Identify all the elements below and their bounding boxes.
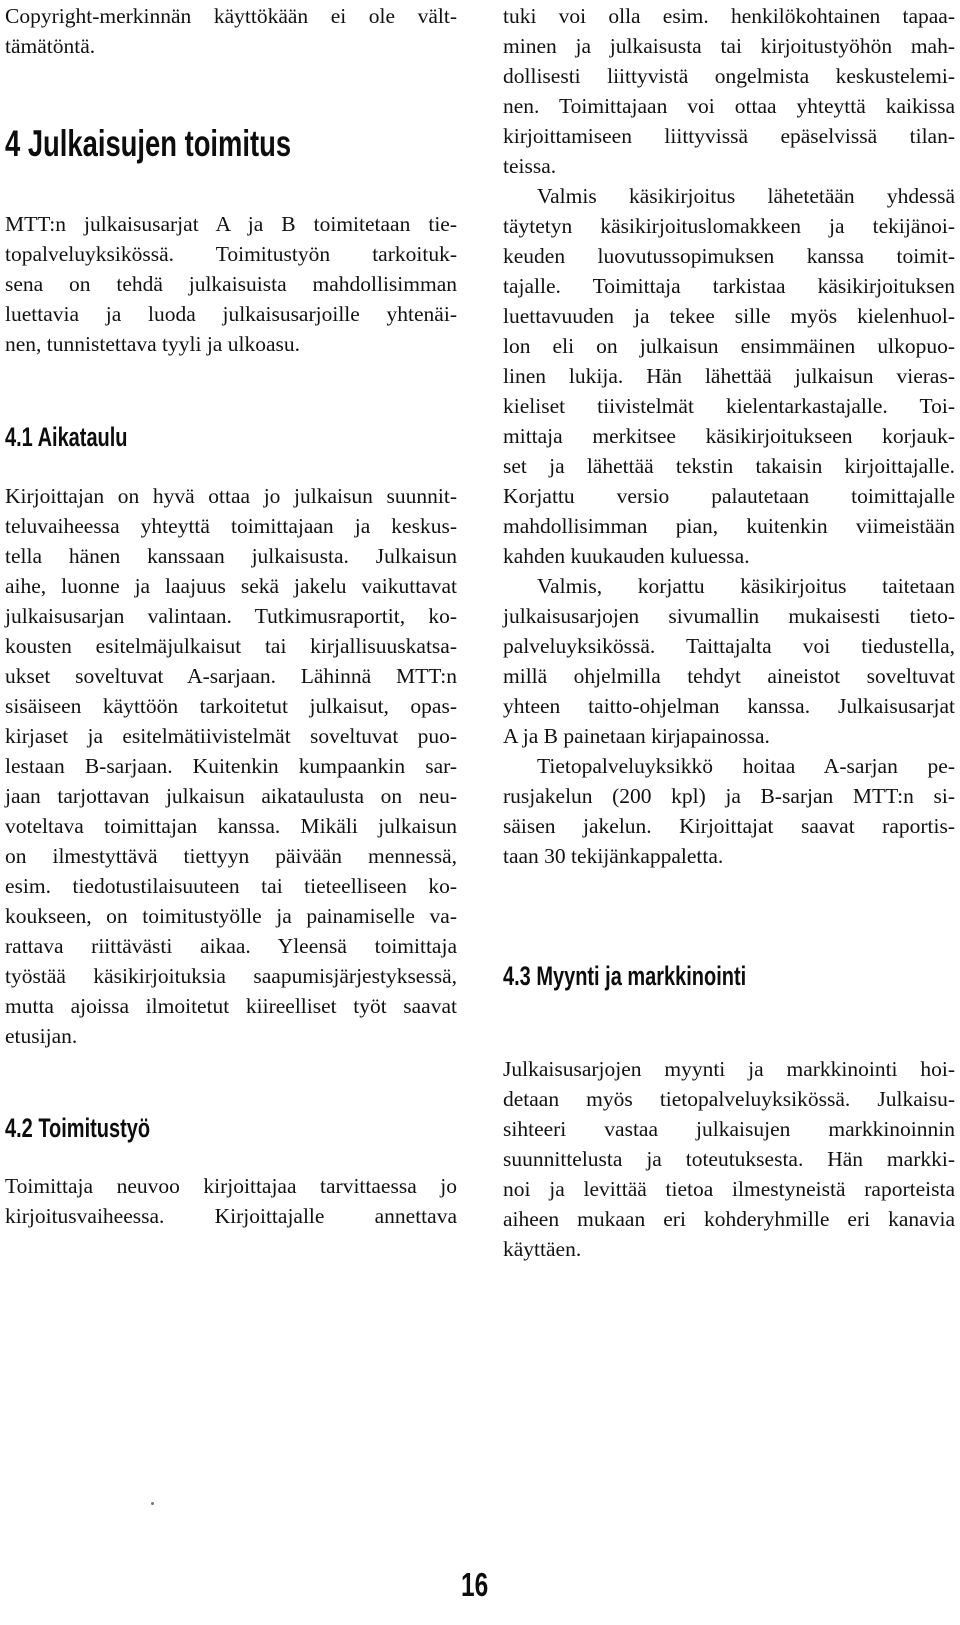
body-line: millä ohjelmilla tehdyt aineistot soveltuvat bbox=[503, 664, 955, 688]
body-line: A ja B painetaan kirjapainossa. bbox=[503, 724, 770, 748]
body-line: taan 30 tekijänkappaletta. bbox=[503, 844, 724, 868]
body-line: Toimittaja neuvoo kirjoittajaa tarvittaessa jo bbox=[5, 1174, 457, 1198]
body-line: työstää käsikirjoituksia saapumisjärjestyksessä, bbox=[5, 964, 457, 988]
body-line: minen ja julkaisusta tai kirjoitustyöhön mah- bbox=[503, 34, 955, 58]
body-line: etusijan. bbox=[5, 1024, 78, 1048]
body-line: set ja lähettää tekstin takaisin kirjoittajalle. bbox=[503, 454, 955, 478]
scan-speck bbox=[151, 1502, 154, 1505]
body-line: Tietopalveluyksikkö hoitaa A-sarjan pe- bbox=[537, 754, 955, 778]
body-line: sisäiseen käyttöön tarkoitetut julkaisut, opas- bbox=[5, 694, 457, 718]
body-line: rattava riittävästi aikaa. Yleensä toimittaja bbox=[5, 934, 457, 958]
body-line: detaan myös tietopalveluyksikössä. Julkaisu- bbox=[503, 1087, 955, 1111]
body-line: kahden kuukauden kuluessa. bbox=[503, 544, 750, 568]
section-heading: 4.3 Myynti ja markkinointi bbox=[503, 961, 747, 991]
body-line: jaan tarjottavan julkaisun aikataulusta on neu- bbox=[5, 784, 457, 808]
body-line: keuden luovutussopimuksen kanssa toimit- bbox=[503, 244, 955, 268]
body-line: sena on tehdä julkaisuista mahdollisimman bbox=[5, 272, 457, 296]
section-heading: 4.2 Toimitustyö bbox=[5, 1113, 151, 1143]
body-line: voteltava toimittajan kanssa. Mikäli julkaisun bbox=[5, 814, 457, 838]
body-line: Copyright-merkinnän käyttökään ei ole vält- bbox=[5, 4, 457, 28]
body-line: ukset soveltuvat A-sarjaan. Lähinnä MTT:n bbox=[5, 664, 457, 688]
body-line: julkaisusarjan valintaan. Tutkimusraportit, ko- bbox=[5, 604, 457, 628]
body-line: mittaja merkitsee käsikirjoitukseen korjauk- bbox=[503, 424, 955, 448]
chapter-heading: 4 Julkaisujen toimitus bbox=[5, 123, 292, 164]
body-line: nen. Toimittajaan voi ottaa yhteyttä kaikissa bbox=[503, 94, 955, 118]
body-line: kousten esitelmäjulkaisut tai kirjallisuuskatsa- bbox=[5, 634, 457, 658]
body-line: luettavuuden ja tekee sille myös kielenhuol- bbox=[503, 304, 955, 328]
body-line: täytetyn käsikirjoituslomakkeen ja tekijänoi- bbox=[503, 214, 955, 238]
body-line: kirjoitusvaiheessa. Kirjoittajalle annettava bbox=[5, 1204, 457, 1228]
body-line: luettavia ja luoda julkaisusarjoille yhtenäi- bbox=[5, 302, 457, 326]
body-line: topalveluyksikössä. Toimitustyön tarkoituk- bbox=[5, 242, 457, 266]
body-line: aiheen mukaan eri kohderyhmille eri kanavia bbox=[503, 1207, 955, 1231]
body-line: on ilmestyttävä tiettyyn päivään mennessä, bbox=[5, 844, 457, 868]
body-line: teluvaiheessa yhteyttä toimittajaan ja keskus- bbox=[5, 514, 457, 538]
body-line: Valmis käsikirjoitus lähetetään yhdessä bbox=[537, 184, 955, 208]
body-line: MTT:n julkaisusarjat A ja B toimitetaan tie- bbox=[5, 212, 457, 236]
section-heading: 4.1 Aikataulu bbox=[5, 422, 128, 452]
page-number: 16 bbox=[461, 1566, 489, 1603]
body-line: yhteen taitto-ohjelman kanssa. Julkaisusarjat bbox=[503, 694, 955, 718]
body-line: Julkaisusarjojen myynti ja markkinointi hoi- bbox=[503, 1057, 955, 1081]
body-line: lon eli on julkaisun ensimmäinen ulkopuo- bbox=[503, 334, 955, 358]
body-line: suunnittelusta ja toteutuksesta. Hän markki- bbox=[503, 1147, 955, 1171]
body-line: tuki voi olla esim. henkilökohtainen tapaa- bbox=[503, 4, 955, 28]
body-line: palveluyksikössä. Taittajalta voi tiedustella, bbox=[503, 634, 955, 658]
body-line: mutta ajoissa ilmoitetut kiireelliset työt saavat bbox=[5, 994, 457, 1018]
body-line: nen, tunnistettava tyyli ja ulkoasu. bbox=[5, 332, 300, 356]
body-line: kirjoittamiseen liittyvissä epäselvissä tilan- bbox=[503, 124, 955, 148]
body-line: esim. tiedotustilaisuuteen tai tieteelliseen ko- bbox=[5, 874, 457, 898]
body-line: teissa. bbox=[503, 154, 557, 178]
body-line: koukseen, on toimitustyölle ja painamiselle va- bbox=[5, 904, 457, 928]
body-line: tajalle. Toimittaja tarkistaa käsikirjoituksen bbox=[503, 274, 955, 298]
body-line: mahdollisimman pian, kuitenkin viimeistään bbox=[503, 514, 955, 538]
body-line: linen lukija. Hän lähettää julkaisun vieras- bbox=[503, 364, 955, 388]
body-line: julkaisusarjojen sivumallin mukaisesti tieto- bbox=[503, 604, 955, 628]
body-line: sihteeri vastaa julkaisujen markkinoinnin bbox=[503, 1117, 955, 1141]
body-line: lestaan B-sarjaan. Kuitenkin kumpaankin sar- bbox=[5, 754, 457, 778]
body-line: rusjakelun (200 kpl) ja B-sarjan MTT:n si- bbox=[503, 784, 955, 808]
body-line: aihe, luonne ja laajuus sekä jakelu vaikuttavat bbox=[5, 574, 457, 598]
body-line: tämätöntä. bbox=[5, 34, 96, 58]
body-line: Valmis, korjattu käsikirjoitus taitetaan bbox=[537, 574, 955, 598]
body-line: kieliset tiivistelmät kielentarkastajalle. Toi- bbox=[503, 394, 955, 418]
body-line: noi ja levittää tietoa ilmestyneistä raporteista bbox=[503, 1177, 955, 1201]
body-line: Korjattu versio palautetaan toimittajalle bbox=[503, 484, 955, 508]
body-line: tella hänen kanssaan julkaisusta. Julkaisun bbox=[5, 544, 457, 568]
body-line: dollisesti liittyvistä ongelmista keskustelemi- bbox=[503, 64, 955, 88]
body-line: säisen jakelun. Kirjoittajat saavat raportis- bbox=[503, 814, 955, 838]
body-line: kirjaset ja esitelmätiivistelmät soveltuvat puo- bbox=[5, 724, 457, 748]
body-line: Kirjoittajan on hyvä ottaa jo julkaisun suunnit- bbox=[5, 484, 457, 508]
body-line: käyttäen. bbox=[503, 1237, 582, 1261]
